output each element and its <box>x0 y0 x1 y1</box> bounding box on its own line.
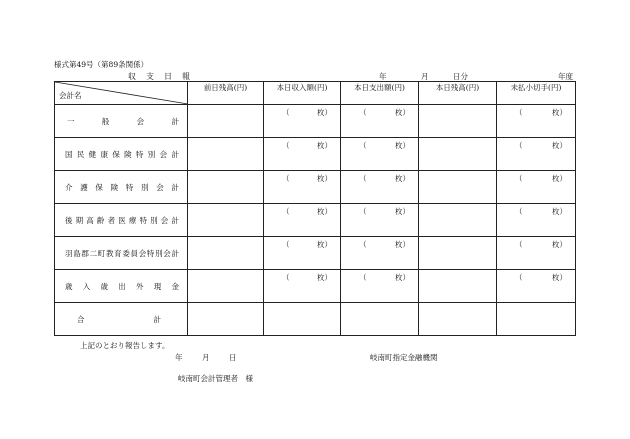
count-open-paren: （ <box>515 207 523 216</box>
account-name-char: 入 <box>82 281 91 291</box>
account-header-cell <box>55 82 188 105</box>
account-name-char: 計 <box>171 248 179 258</box>
account-name-char: 護 <box>80 182 88 192</box>
amount-cell[interactable] <box>419 303 497 336</box>
form-id: 様式第49号（第89条関係） <box>54 60 149 69</box>
account-name-char: 高 <box>86 215 94 225</box>
check-count <box>341 270 418 283</box>
check-count <box>264 138 340 151</box>
count-open-paren: （ <box>282 141 290 150</box>
account-name-cell <box>55 270 188 303</box>
account-name-char: 保 <box>112 149 120 159</box>
account-name-char: 町 <box>97 248 106 258</box>
account-name-char: 会 <box>163 248 171 258</box>
account-name-char: 療 <box>128 215 137 225</box>
amount-cell[interactable] <box>188 105 264 138</box>
account-name-char: 計 <box>153 314 161 324</box>
account-name-cell <box>55 303 188 336</box>
date-day-label: 日分 <box>453 72 468 81</box>
account-name <box>65 281 179 292</box>
account-name-char: 島 <box>73 248 81 258</box>
account-name-char: 教 <box>105 248 114 258</box>
report-date-month: 月 <box>202 353 210 362</box>
account-name-char: 般 <box>101 116 110 126</box>
check-count <box>497 138 575 151</box>
account-name-char: 員 <box>130 248 138 258</box>
check-count <box>497 105 575 118</box>
amount-cell[interactable] <box>341 237 419 270</box>
count-open-paren: （ <box>359 207 367 216</box>
amount-cell[interactable] <box>264 237 341 270</box>
check-count <box>264 270 340 283</box>
count-open-paren: （ <box>359 273 367 282</box>
amount-cell[interactable] <box>497 204 576 237</box>
amount-cell[interactable] <box>341 105 419 138</box>
account-name-char: 一 <box>67 116 75 126</box>
column-header: 本日収入額(円) <box>264 82 341 105</box>
count-open-paren: （ <box>282 207 290 216</box>
account-name-char: 特 <box>125 182 134 192</box>
account-name-char: 歳 <box>65 281 73 291</box>
amount-cell[interactable] <box>188 204 264 237</box>
count-unit: 枚） <box>552 174 567 183</box>
check-count <box>341 138 418 151</box>
column-header: 未払小切手(円) <box>497 82 576 105</box>
account-name-char: 険 <box>110 182 119 192</box>
amount-cell[interactable] <box>188 303 264 336</box>
page-title: 収 支 日 報 <box>128 72 191 81</box>
count-unit: 枚） <box>395 108 410 117</box>
account-name-header: 会計名 <box>59 91 82 100</box>
financial-institution: 岐南町指定金融機関 <box>370 353 438 362</box>
account-name-char: 会 <box>160 215 169 225</box>
date-year-label: 年 <box>379 72 387 81</box>
fiscal-year-label: 年度 <box>558 72 573 81</box>
count-open-paren: （ <box>282 174 290 183</box>
account-name-char: 計 <box>171 215 179 225</box>
check-count <box>341 171 418 184</box>
amount-cell[interactable] <box>497 303 576 336</box>
account-name-char: 保 <box>95 182 103 192</box>
count-unit: 枚） <box>552 207 567 216</box>
amount-cell[interactable] <box>419 171 497 204</box>
count-open-paren: （ <box>359 240 367 249</box>
amount-cell[interactable] <box>419 204 497 237</box>
check-count <box>341 237 418 250</box>
account-name-char: 二 <box>89 248 98 258</box>
count-unit: 枚） <box>317 273 332 282</box>
report-date-day: 日 <box>229 353 237 362</box>
count-unit: 枚） <box>552 108 567 117</box>
account-name-char: 計 <box>171 116 179 126</box>
count-unit: 枚） <box>395 207 410 216</box>
account-name-cell <box>55 105 188 138</box>
date-month-label: 月 <box>421 72 429 81</box>
daily-report-table <box>54 81 576 336</box>
amount-cell[interactable] <box>341 204 419 237</box>
account-name-char: 国 <box>65 149 73 159</box>
count-open-paren: （ <box>515 240 523 249</box>
count-unit: 枚） <box>317 240 332 249</box>
count-open-paren: （ <box>359 108 367 117</box>
column-header: 本日支出額(円) <box>341 82 419 105</box>
amount-cell[interactable] <box>497 237 576 270</box>
count-unit: 枚） <box>317 174 332 183</box>
amount-cell[interactable] <box>419 138 497 171</box>
account-name <box>65 215 179 226</box>
account-row <box>55 105 576 138</box>
account-name <box>65 116 179 127</box>
account-name-char: 出 <box>118 281 126 291</box>
count-open-paren: （ <box>359 174 367 183</box>
account-name-char: 別 <box>150 215 158 225</box>
account-name-char: 特 <box>135 149 144 159</box>
account-name <box>65 182 179 193</box>
check-count <box>264 171 340 184</box>
account-name-cell <box>55 138 188 171</box>
recipient: 岐南町会計管理者 様 <box>178 374 253 383</box>
amount-cell[interactable] <box>264 138 341 171</box>
amount-cell[interactable] <box>497 270 576 303</box>
check-count <box>341 105 418 118</box>
account-name-char: 会 <box>156 182 164 192</box>
amount-cell[interactable] <box>419 237 497 270</box>
count-open-paren: （ <box>515 174 523 183</box>
account-name-char: 別 <box>155 248 163 258</box>
account-name-char: 歳 <box>100 281 108 291</box>
amount-cell[interactable] <box>419 105 497 138</box>
amount-cell[interactable] <box>341 270 419 303</box>
account-name-char: 現 <box>153 281 162 291</box>
account-name-cell <box>55 237 188 270</box>
account-row <box>55 270 576 303</box>
check-count <box>497 237 575 250</box>
account-name-char: 別 <box>147 149 156 159</box>
amount-cell[interactable] <box>188 270 264 303</box>
account-name-char: 会 <box>159 149 168 159</box>
amount-cell[interactable] <box>188 171 264 204</box>
account-name-char: 別 <box>141 182 149 192</box>
check-count <box>497 204 575 217</box>
count-open-paren: （ <box>282 108 290 117</box>
account-name-char: 郡 <box>81 248 89 258</box>
account-name-char: 特 <box>139 215 147 225</box>
check-count <box>341 204 418 217</box>
amount-cell[interactable] <box>341 303 419 336</box>
check-count <box>497 171 575 184</box>
amount-cell[interactable] <box>341 138 419 171</box>
check-count <box>264 204 340 217</box>
count-unit: 枚） <box>395 174 410 183</box>
account-name-char: 健 <box>88 149 97 159</box>
count-open-paren: （ <box>515 108 523 117</box>
account-name-char: 会 <box>136 116 145 126</box>
account-row <box>55 138 576 171</box>
column-header: 前日残高(円) <box>188 82 264 105</box>
account-name <box>65 149 179 160</box>
amount-cell[interactable] <box>264 105 341 138</box>
count-unit: 枚） <box>552 141 567 150</box>
account-name-char: 民 <box>76 149 85 159</box>
account-name <box>65 248 179 259</box>
account-name-char: 外 <box>136 281 144 291</box>
amount-cell[interactable] <box>264 204 341 237</box>
report-statement: 上記のとおり報告します。 <box>80 341 170 350</box>
account-name-char: 医 <box>118 215 126 225</box>
account-name-char: 羽 <box>65 248 73 258</box>
report-date-year: 年 <box>175 353 183 362</box>
account-name-char: 計 <box>171 182 179 192</box>
amount-cell[interactable] <box>188 138 264 171</box>
account-name-char: 委 <box>122 248 130 258</box>
amount-cell[interactable] <box>264 303 341 336</box>
amount-cell[interactable] <box>497 171 576 204</box>
amount-cell[interactable] <box>497 138 576 171</box>
column-header: 本日残高(円) <box>419 82 497 105</box>
count-unit: 枚） <box>317 207 332 216</box>
account-name-char: 介 <box>65 182 73 192</box>
account-name-cell <box>55 171 188 204</box>
account-name-char: 康 <box>100 149 108 159</box>
account-name-char: 特 <box>146 248 155 258</box>
count-unit: 枚） <box>395 240 410 249</box>
account-row <box>55 237 576 270</box>
count-open-paren: （ <box>282 240 290 249</box>
count-open-paren: （ <box>515 141 523 150</box>
account-name-char: 会 <box>138 248 147 258</box>
account-row <box>55 171 576 204</box>
account-row <box>55 204 576 237</box>
account-name-char: 期 <box>75 215 84 225</box>
check-count <box>497 270 575 283</box>
amount-cell[interactable] <box>341 171 419 204</box>
amount-cell[interactable] <box>188 237 264 270</box>
count-unit: 枚） <box>552 273 567 282</box>
account-name-char: 後 <box>65 215 73 225</box>
account-name <box>65 314 179 325</box>
count-unit: 枚） <box>395 273 410 282</box>
check-count <box>264 237 340 250</box>
check-count <box>264 105 340 118</box>
amount-cell[interactable] <box>264 171 341 204</box>
amount-cell[interactable] <box>264 270 341 303</box>
total-row <box>55 303 576 336</box>
count-unit: 枚） <box>395 141 410 150</box>
account-name-char: 育 <box>114 248 122 258</box>
account-name-char: 険 <box>124 149 132 159</box>
account-name-char: 金 <box>171 281 179 291</box>
count-unit: 枚） <box>317 108 332 117</box>
account-name-char: 齢 <box>96 215 105 225</box>
table-header-row <box>55 82 576 105</box>
account-name-cell <box>55 204 188 237</box>
amount-cell[interactable] <box>419 270 497 303</box>
count-open-paren: （ <box>515 273 523 282</box>
account-name-char: 合 <box>77 314 85 324</box>
count-open-paren: （ <box>282 273 290 282</box>
count-unit: 枚） <box>552 240 567 249</box>
count-open-paren: （ <box>359 141 367 150</box>
account-name-char: 計 <box>171 149 179 159</box>
amount-cell[interactable] <box>497 105 576 138</box>
count-unit: 枚） <box>317 141 332 150</box>
account-name-char: 者 <box>107 215 116 225</box>
